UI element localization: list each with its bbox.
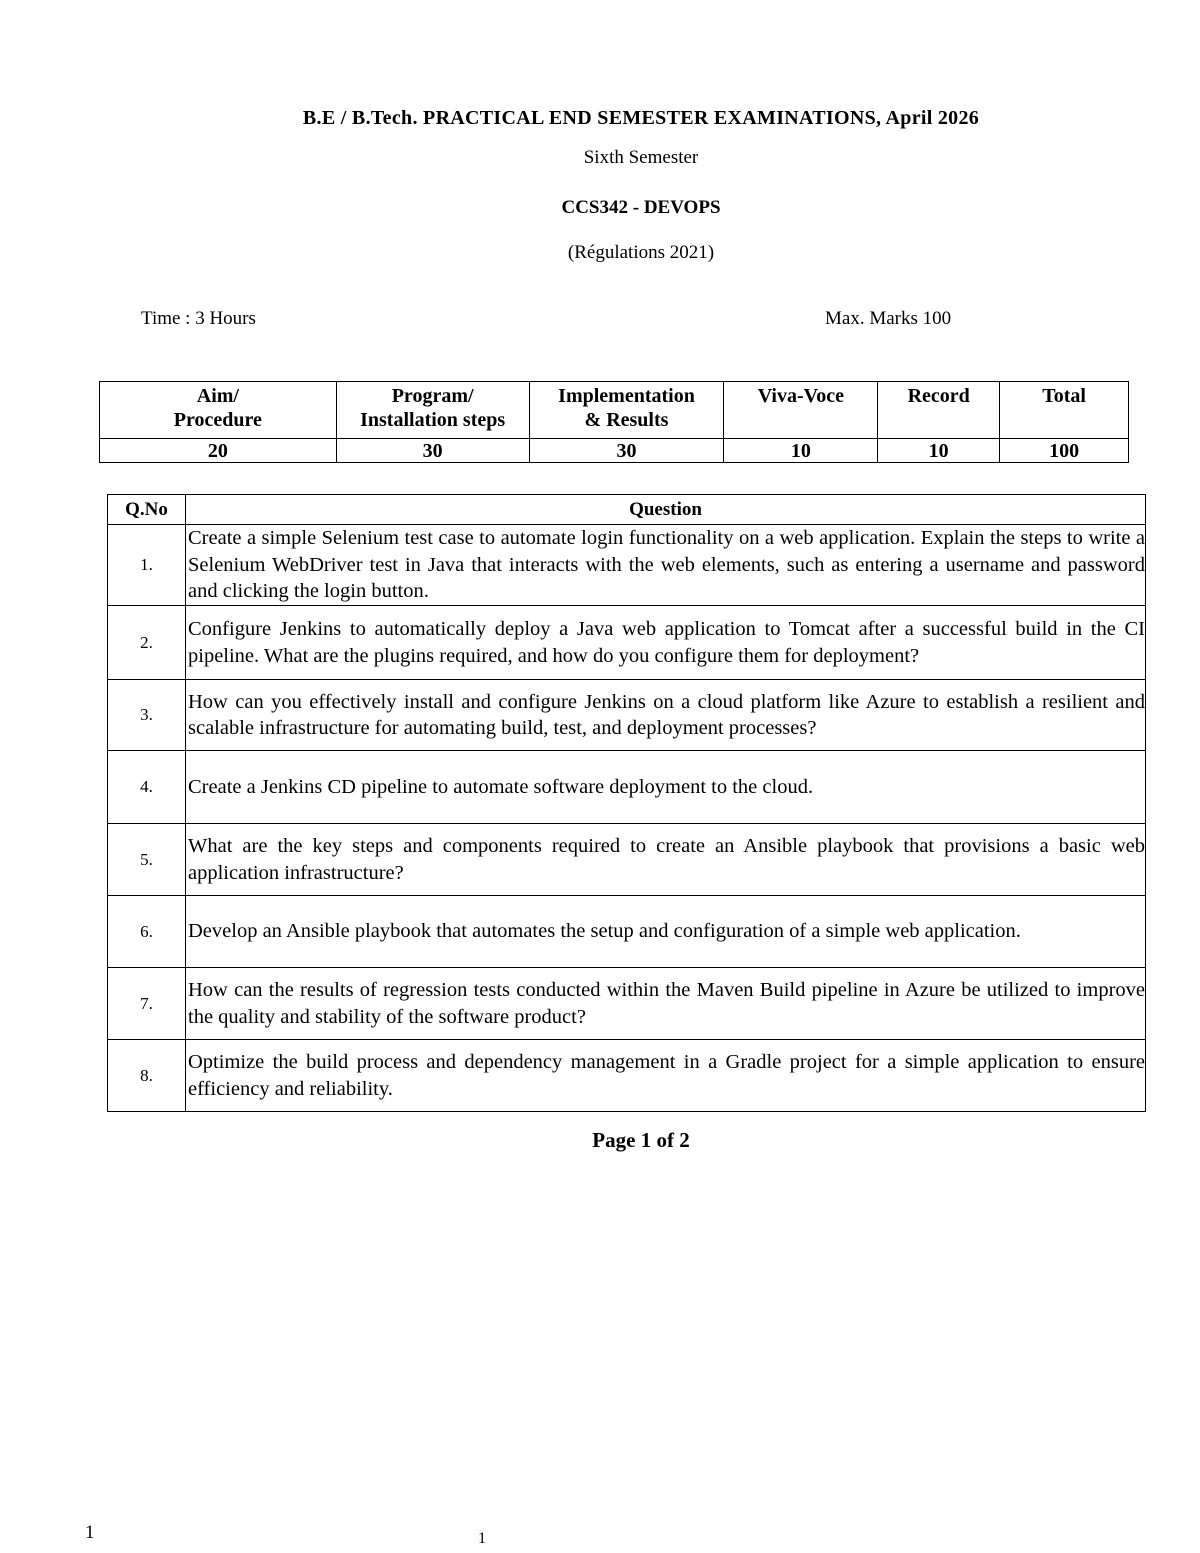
table-row bbox=[108, 824, 1146, 896]
header-total: Total bbox=[1000, 382, 1129, 439]
semester-label: Sixth Semester bbox=[583, 147, 699, 168]
question-number: 6. bbox=[108, 896, 186, 968]
marks-values-row bbox=[100, 439, 1129, 463]
question-text: How can you effectively install and configure Jenkins on a cloud platform like Azure to establish a resilient and scalable infrastructure for automating build, test, and deployment processes? bbox=[186, 680, 1146, 751]
header-implementation-results: Implementation & Results bbox=[529, 382, 724, 439]
marks-value: 10 bbox=[878, 439, 1000, 463]
question-text: Create a simple Selenium test case to automate login functionality on a web application. Explain the steps to write a Selenium WebDriver test in Java that interacts with the web elements, such as entering a username and password and clicking the login button. bbox=[186, 525, 1146, 606]
table-row bbox=[108, 751, 1146, 824]
marks-value: 20 bbox=[100, 439, 337, 463]
question-text: Optimize the build process and dependency management in a Gradle project for a simple application to ensure efficiency and reliability. bbox=[186, 1040, 1146, 1112]
marks-value: 30 bbox=[529, 439, 724, 463]
header-question: Question bbox=[186, 495, 1146, 525]
questions-table bbox=[107, 494, 1146, 1112]
question-number: 7. bbox=[108, 968, 186, 1040]
exam-title: B.E / B.Tech. PRACTICAL END SEMESTER EXAMINATIONS, April 2026 bbox=[302, 107, 980, 129]
marks-distribution-table bbox=[99, 381, 1129, 463]
table-row bbox=[108, 606, 1146, 680]
question-number: 2. bbox=[108, 606, 186, 680]
question-number: 4. bbox=[108, 751, 186, 824]
course-title: CCS342 - DEVOPS bbox=[561, 197, 721, 218]
table-row bbox=[108, 896, 1146, 968]
question-text: Create a Jenkins CD pipeline to automate software deployment to the cloud. bbox=[186, 751, 1146, 824]
question-text: Develop an Ansible playbook that automates the setup and configuration of a simple web application. bbox=[186, 896, 1146, 968]
question-text: How can the results of regression tests conducted within the Maven Build pipeline in Azure be utilized to improve the quality and stability of the software product? bbox=[186, 968, 1146, 1040]
question-text: What are the key steps and components required to create an Ansible playbook that provisions a basic web application infrastructure? bbox=[186, 824, 1146, 896]
marks-header-row bbox=[100, 382, 1129, 439]
header-qno: Q.No bbox=[108, 495, 186, 525]
exam-duration: Time : 3 Hours bbox=[141, 308, 256, 329]
question-number: 8. bbox=[108, 1040, 186, 1112]
header-aim-procedure: Aim/ Procedure bbox=[100, 382, 337, 439]
max-marks: Max. Marks 100 bbox=[825, 308, 952, 329]
regulations-label: (Régulations 2021) bbox=[567, 242, 715, 263]
footer-left-number: 1 bbox=[85, 1522, 95, 1543]
marks-value: 10 bbox=[724, 439, 878, 463]
header-record: Record bbox=[878, 382, 1000, 439]
header-program-installation: Program/ Installation steps bbox=[336, 382, 529, 439]
questions-header-row bbox=[108, 495, 1146, 525]
table-row bbox=[108, 525, 1146, 606]
page-label: Page 1 of 2 bbox=[592, 1128, 690, 1152]
table-row bbox=[108, 680, 1146, 751]
footer-page-number: 1 bbox=[478, 1530, 486, 1547]
question-text: Configure Jenkins to automatically deploy a Java web application to Tomcat after a successful build in the CI pipeline. What are the plugins required, and how do you configure them for deployment? bbox=[186, 606, 1146, 680]
table-row bbox=[108, 968, 1146, 1040]
question-number: 5. bbox=[108, 824, 186, 896]
header-viva-voce: Viva-Voce bbox=[724, 382, 878, 439]
question-number: 3. bbox=[108, 680, 186, 751]
table-row bbox=[108, 1040, 1146, 1112]
question-number: 1. bbox=[108, 525, 186, 606]
marks-value: 30 bbox=[336, 439, 529, 463]
marks-value: 100 bbox=[1000, 439, 1129, 463]
